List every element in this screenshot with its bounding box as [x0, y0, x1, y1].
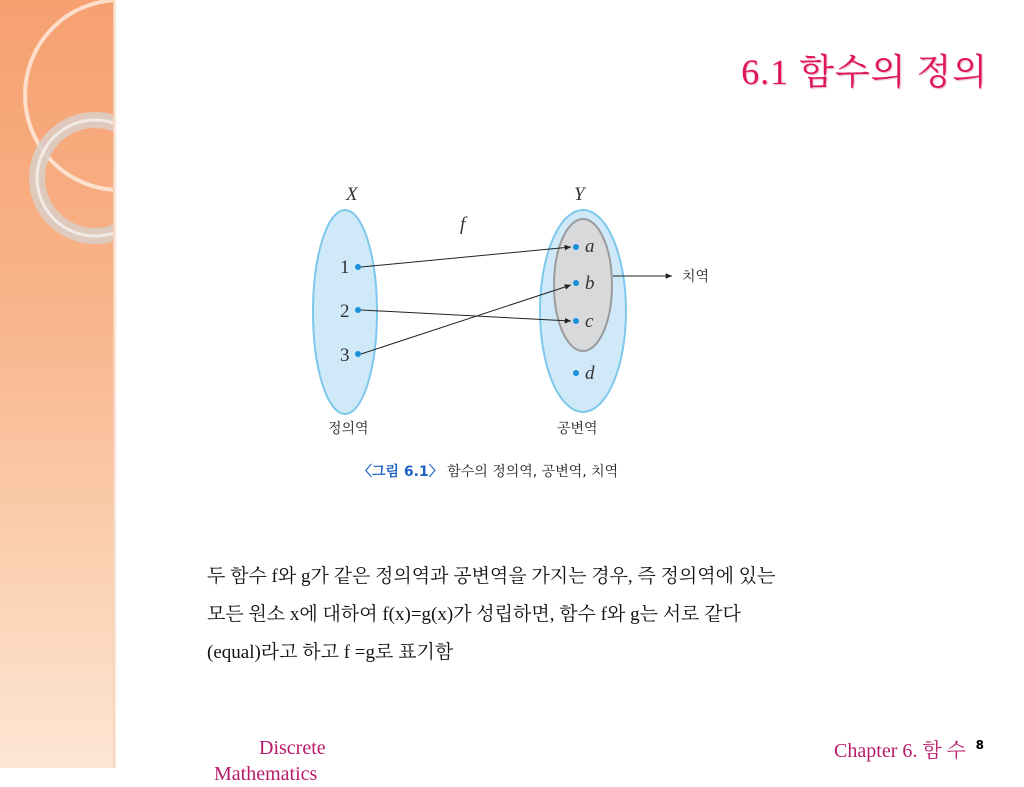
- range-label: 치역: [682, 269, 710, 285]
- decorative-circles: [0, 0, 113, 768]
- codomain-point-d: [573, 370, 579, 376]
- domain-element-1: 1: [340, 257, 350, 278]
- definition-line-3: (equal)라고 하고 f =g로 표기함: [207, 642, 454, 663]
- codomain-element-b: b: [585, 273, 595, 294]
- footer-course-name: [214, 735, 374, 787]
- domain-element-3: 3: [340, 345, 350, 366]
- set-y-label: Y: [574, 184, 585, 205]
- set-x-label: X: [346, 184, 358, 205]
- figure-caption: [358, 461, 618, 481]
- domain-caption: 정의역: [328, 421, 369, 437]
- function-label: f: [460, 214, 466, 235]
- codomain-element-a: a: [585, 236, 595, 257]
- codomain-point-b: [573, 280, 579, 286]
- page-number: 8: [975, 738, 984, 752]
- definition-line-2: 모든 원소 x에 대하여 f(x)=g(x)가 성립하면, 함수 f와 g는 서로 같다: [207, 604, 741, 625]
- definition-paragraph: [207, 558, 967, 672]
- codomain-point-c: [573, 318, 579, 324]
- side-band-edge: [113, 0, 117, 768]
- codomain-element-c: c: [585, 311, 594, 332]
- domain-point-2: [355, 307, 361, 313]
- figure-caption-number: 〈그림 6.1〉: [358, 464, 443, 480]
- codomain-caption: 공변역: [557, 421, 598, 437]
- codomain-point-a: [573, 244, 579, 250]
- slide-title: 6.1 함수의 정의: [741, 52, 988, 92]
- decorative-side-band: [0, 0, 113, 768]
- footer-course-line-1: Discrete: [259, 737, 326, 759]
- codomain-element-d: d: [585, 363, 595, 384]
- figure-caption-text: 함수의 정의역, 공변역, 치역: [447, 464, 619, 480]
- function-diagram: [300, 175, 740, 495]
- domain-element-2: 2: [340, 301, 350, 322]
- domain-point-1: [355, 264, 361, 270]
- definition-line-1: 두 함수 f와 g가 같은 정의역과 공변역을 가지는 경우, 즉 정의역에 있는: [207, 566, 776, 587]
- footer-chapter: Chapter 6. 함 수: [834, 740, 966, 762]
- mapping-arrow-1-a: [361, 247, 571, 267]
- domain-point-3: [355, 351, 361, 357]
- footer-course-line-2: Mathematics: [214, 763, 318, 785]
- range-ellipse: [554, 219, 612, 351]
